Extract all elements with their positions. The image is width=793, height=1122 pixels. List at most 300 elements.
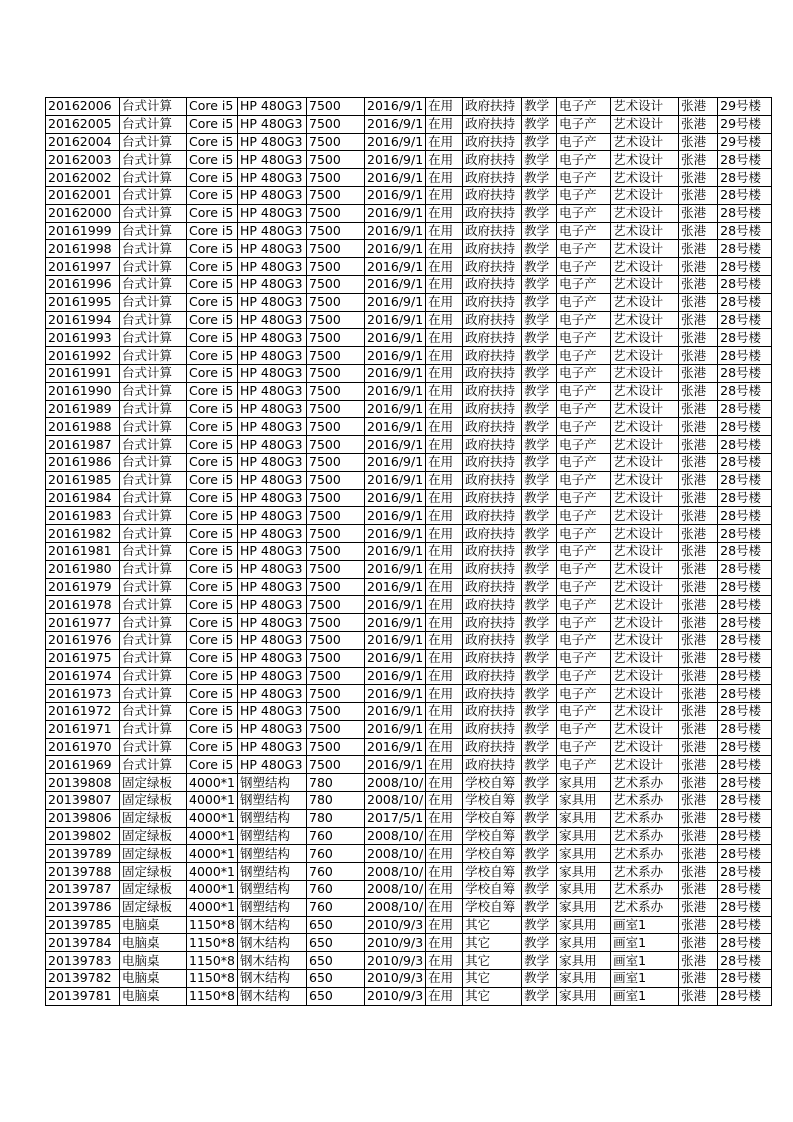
custodian-cell: 张港 <box>679 453 718 471</box>
table-row <box>46 525 772 543</box>
price-cell: 7500 <box>307 703 365 721</box>
asset-id-cell: 20139788 <box>46 863 120 881</box>
price-cell: 7500 <box>307 649 365 667</box>
usage-cell: 教学 <box>522 952 557 970</box>
price-cell: 7500 <box>307 720 365 738</box>
department-cell: 艺术设计 <box>611 560 679 578</box>
asset-name-cell: 台式计算 <box>120 418 187 436</box>
custodian-cell: 张港 <box>679 329 718 347</box>
category-cell: 电子产 <box>557 631 611 649</box>
table-row <box>46 792 772 810</box>
department-cell: 画室1 <box>611 970 679 988</box>
purchase-date-cell: 2016/9/1 <box>365 364 426 382</box>
asset-id-cell: 20162002 <box>46 169 120 187</box>
category-cell: 电子产 <box>557 418 611 436</box>
department-cell: 艺术设计 <box>611 418 679 436</box>
purchase-date-cell: 2008/10/ <box>365 827 426 845</box>
model-cell: HP 480G3 <box>238 453 307 471</box>
asset-name-cell: 台式计算 <box>120 115 187 133</box>
asset-name-cell: 台式计算 <box>120 364 187 382</box>
custodian-cell: 张港 <box>679 275 718 293</box>
location-cell: 28号楼 <box>718 329 772 347</box>
asset-name-cell: 固定绿板 <box>120 827 187 845</box>
category-cell: 电子产 <box>557 364 611 382</box>
category-cell: 电子产 <box>557 756 611 774</box>
category-cell: 家具用 <box>557 809 611 827</box>
location-cell: 28号楼 <box>718 952 772 970</box>
custodian-cell: 张港 <box>679 560 718 578</box>
spec-cell: 4000*1 <box>187 881 238 899</box>
asset-name-cell: 台式计算 <box>120 756 187 774</box>
model-cell: HP 480G3 <box>238 222 307 240</box>
funding-source-cell: 政府扶持 <box>463 507 522 525</box>
department-cell: 艺术设计 <box>611 133 679 151</box>
department-cell: 艺术设计 <box>611 649 679 667</box>
usage-cell: 教学 <box>522 222 557 240</box>
usage-cell: 教学 <box>522 987 557 1005</box>
usage-cell: 教学 <box>522 898 557 916</box>
asset-id-cell: 20139784 <box>46 934 120 952</box>
spec-cell: Core i5 <box>187 738 238 756</box>
location-cell: 28号楼 <box>718 204 772 222</box>
location-cell: 28号楼 <box>718 542 772 560</box>
purchase-date-cell: 2016/9/1 <box>365 596 426 614</box>
usage-cell: 教学 <box>522 916 557 934</box>
location-cell: 28号楼 <box>718 934 772 952</box>
price-cell: 7500 <box>307 222 365 240</box>
price-cell: 7500 <box>307 258 365 276</box>
spec-cell: Core i5 <box>187 471 238 489</box>
custodian-cell: 张港 <box>679 525 718 543</box>
custodian-cell: 张港 <box>679 311 718 329</box>
status-cell: 在用 <box>426 400 463 418</box>
custodian-cell: 张港 <box>679 720 718 738</box>
category-cell: 电子产 <box>557 222 611 240</box>
asset-name-cell: 台式计算 <box>120 275 187 293</box>
asset-id-cell: 20161971 <box>46 720 120 738</box>
location-cell: 28号楼 <box>718 240 772 258</box>
spec-cell: Core i5 <box>187 631 238 649</box>
category-cell: 家具用 <box>557 845 611 863</box>
usage-cell: 教学 <box>522 525 557 543</box>
category-cell: 电子产 <box>557 115 611 133</box>
price-cell: 780 <box>307 792 365 810</box>
custodian-cell: 张港 <box>679 667 718 685</box>
custodian-cell: 张港 <box>679 151 718 169</box>
price-cell: 7500 <box>307 596 365 614</box>
funding-source-cell: 学校自筹 <box>463 845 522 863</box>
table-row <box>46 436 772 454</box>
category-cell: 家具用 <box>557 987 611 1005</box>
spec-cell: 4000*1 <box>187 827 238 845</box>
spec-cell: Core i5 <box>187 614 238 632</box>
price-cell: 7500 <box>307 560 365 578</box>
table-row <box>46 382 772 400</box>
asset-id-cell: 20139786 <box>46 898 120 916</box>
custodian-cell: 张港 <box>679 827 718 845</box>
spec-cell: Core i5 <box>187 115 238 133</box>
department-cell: 艺术设计 <box>611 738 679 756</box>
status-cell: 在用 <box>426 863 463 881</box>
asset-name-cell: 台式计算 <box>120 151 187 169</box>
asset-name-cell: 台式计算 <box>120 240 187 258</box>
asset-id-cell: 20161977 <box>46 614 120 632</box>
usage-cell: 教学 <box>522 934 557 952</box>
price-cell: 7500 <box>307 204 365 222</box>
table-row <box>46 898 772 916</box>
model-cell: 钢塑结构 <box>238 827 307 845</box>
status-cell: 在用 <box>426 115 463 133</box>
asset-name-cell: 台式计算 <box>120 489 187 507</box>
status-cell: 在用 <box>426 898 463 916</box>
status-cell: 在用 <box>426 970 463 988</box>
status-cell: 在用 <box>426 952 463 970</box>
department-cell: 艺术设计 <box>611 578 679 596</box>
asset-name-cell: 固定绿板 <box>120 863 187 881</box>
category-cell: 电子产 <box>557 667 611 685</box>
spec-cell: 4000*1 <box>187 774 238 792</box>
category-cell: 电子产 <box>557 98 611 116</box>
status-cell: 在用 <box>426 774 463 792</box>
status-cell: 在用 <box>426 756 463 774</box>
location-cell: 28号楼 <box>718 703 772 721</box>
model-cell: HP 480G3 <box>238 507 307 525</box>
funding-source-cell: 其它 <box>463 916 522 934</box>
table-row <box>46 952 772 970</box>
category-cell: 电子产 <box>557 240 611 258</box>
model-cell: HP 480G3 <box>238 542 307 560</box>
usage-cell: 教学 <box>522 667 557 685</box>
status-cell: 在用 <box>426 987 463 1005</box>
asset-id-cell: 20161979 <box>46 578 120 596</box>
category-cell: 电子产 <box>557 204 611 222</box>
table-row <box>46 614 772 632</box>
funding-source-cell: 政府扶持 <box>463 453 522 471</box>
funding-source-cell: 政府扶持 <box>463 133 522 151</box>
status-cell: 在用 <box>426 98 463 116</box>
status-cell: 在用 <box>426 133 463 151</box>
department-cell: 画室1 <box>611 934 679 952</box>
category-cell: 电子产 <box>557 436 611 454</box>
asset-name-cell: 台式计算 <box>120 169 187 187</box>
spec-cell: Core i5 <box>187 400 238 418</box>
purchase-date-cell: 2016/9/1 <box>365 115 426 133</box>
department-cell: 艺术设计 <box>611 240 679 258</box>
department-cell: 艺术设计 <box>611 703 679 721</box>
department-cell: 艺术设计 <box>611 204 679 222</box>
purchase-date-cell: 2016/9/1 <box>365 151 426 169</box>
custodian-cell: 张港 <box>679 578 718 596</box>
purchase-date-cell: 2016/9/1 <box>365 258 426 276</box>
custodian-cell: 张港 <box>679 169 718 187</box>
purchase-date-cell: 2016/9/1 <box>365 507 426 525</box>
asset-id-cell: 20161975 <box>46 649 120 667</box>
spec-cell: Core i5 <box>187 685 238 703</box>
asset-id-cell: 20161993 <box>46 329 120 347</box>
model-cell: HP 480G3 <box>238 98 307 116</box>
spec-cell: Core i5 <box>187 418 238 436</box>
status-cell: 在用 <box>426 738 463 756</box>
status-cell: 在用 <box>426 222 463 240</box>
table-row <box>46 916 772 934</box>
usage-cell: 教学 <box>522 258 557 276</box>
custodian-cell: 张港 <box>679 685 718 703</box>
model-cell: HP 480G3 <box>238 293 307 311</box>
purchase-date-cell: 2016/9/1 <box>365 133 426 151</box>
category-cell: 电子产 <box>557 596 611 614</box>
department-cell: 艺术设计 <box>611 151 679 169</box>
table-row <box>46 311 772 329</box>
model-cell: 钢木结构 <box>238 987 307 1005</box>
usage-cell: 教学 <box>522 578 557 596</box>
model-cell: HP 480G3 <box>238 738 307 756</box>
model-cell: 钢塑结构 <box>238 881 307 899</box>
spec-cell: Core i5 <box>187 453 238 471</box>
asset-id-cell: 20162000 <box>46 204 120 222</box>
usage-cell: 教学 <box>522 827 557 845</box>
price-cell: 7500 <box>307 329 365 347</box>
asset-name-cell: 台式计算 <box>120 222 187 240</box>
department-cell: 艺术设计 <box>611 507 679 525</box>
asset-name-cell: 台式计算 <box>120 738 187 756</box>
location-cell: 28号楼 <box>718 453 772 471</box>
category-cell: 电子产 <box>557 614 611 632</box>
location-cell: 28号楼 <box>718 916 772 934</box>
spec-cell: Core i5 <box>187 204 238 222</box>
category-cell: 家具用 <box>557 934 611 952</box>
department-cell: 艺术设计 <box>611 169 679 187</box>
funding-source-cell: 政府扶持 <box>463 436 522 454</box>
category-cell: 电子产 <box>557 738 611 756</box>
purchase-date-cell: 2016/9/1 <box>365 240 426 258</box>
custodian-cell: 张港 <box>679 970 718 988</box>
asset-name-cell: 台式计算 <box>120 204 187 222</box>
usage-cell: 教学 <box>522 293 557 311</box>
price-cell: 7500 <box>307 738 365 756</box>
price-cell: 780 <box>307 809 365 827</box>
model-cell: 钢塑结构 <box>238 863 307 881</box>
location-cell: 29号楼 <box>718 115 772 133</box>
category-cell: 电子产 <box>557 489 611 507</box>
price-cell: 760 <box>307 881 365 899</box>
custodian-cell: 张港 <box>679 898 718 916</box>
table-row <box>46 186 772 204</box>
department-cell: 艺术设计 <box>611 347 679 365</box>
price-cell: 7500 <box>307 453 365 471</box>
table-row <box>46 329 772 347</box>
table-row <box>46 863 772 881</box>
funding-source-cell: 政府扶持 <box>463 275 522 293</box>
model-cell: 钢塑结构 <box>238 792 307 810</box>
category-cell: 电子产 <box>557 453 611 471</box>
location-cell: 28号楼 <box>718 792 772 810</box>
spec-cell: Core i5 <box>187 596 238 614</box>
status-cell: 在用 <box>426 792 463 810</box>
department-cell: 艺术设计 <box>611 756 679 774</box>
location-cell: 28号楼 <box>718 614 772 632</box>
location-cell: 28号楼 <box>718 311 772 329</box>
location-cell: 28号楼 <box>718 222 772 240</box>
custodian-cell: 张港 <box>679 98 718 116</box>
status-cell: 在用 <box>426 578 463 596</box>
price-cell: 7500 <box>307 542 365 560</box>
spec-cell: Core i5 <box>187 364 238 382</box>
location-cell: 28号楼 <box>718 507 772 525</box>
purchase-date-cell: 2017/5/1 <box>365 809 426 827</box>
usage-cell: 教学 <box>522 614 557 632</box>
asset-id-cell: 20161999 <box>46 222 120 240</box>
location-cell: 28号楼 <box>718 418 772 436</box>
usage-cell: 教学 <box>522 151 557 169</box>
funding-source-cell: 政府扶持 <box>463 667 522 685</box>
spec-cell: Core i5 <box>187 382 238 400</box>
asset-id-cell: 20139808 <box>46 774 120 792</box>
spec-cell: Core i5 <box>187 489 238 507</box>
asset-id-cell: 20161992 <box>46 347 120 365</box>
model-cell: HP 480G3 <box>238 525 307 543</box>
location-cell: 28号楼 <box>718 293 772 311</box>
usage-cell: 教学 <box>522 685 557 703</box>
purchase-date-cell: 2016/9/1 <box>365 275 426 293</box>
department-cell: 艺术设计 <box>611 720 679 738</box>
usage-cell: 教学 <box>522 792 557 810</box>
department-cell: 画室1 <box>611 987 679 1005</box>
usage-cell: 教学 <box>522 649 557 667</box>
funding-source-cell: 政府扶持 <box>463 311 522 329</box>
table-row <box>46 293 772 311</box>
asset-id-cell: 20161998 <box>46 240 120 258</box>
asset-name-cell: 台式计算 <box>120 667 187 685</box>
spec-cell: Core i5 <box>187 329 238 347</box>
price-cell: 650 <box>307 952 365 970</box>
status-cell: 在用 <box>426 507 463 525</box>
status-cell: 在用 <box>426 614 463 632</box>
table-row <box>46 756 772 774</box>
department-cell: 艺术系办 <box>611 774 679 792</box>
model-cell: HP 480G3 <box>238 382 307 400</box>
asset-id-cell: 20161976 <box>46 631 120 649</box>
department-cell: 艺术设计 <box>611 525 679 543</box>
table-row <box>46 827 772 845</box>
purchase-date-cell: 2016/9/1 <box>365 542 426 560</box>
price-cell: 7500 <box>307 525 365 543</box>
status-cell: 在用 <box>426 934 463 952</box>
purchase-date-cell: 2010/9/3 <box>365 970 426 988</box>
department-cell: 艺术系办 <box>611 898 679 916</box>
usage-cell: 教学 <box>522 418 557 436</box>
asset-id-cell: 20161994 <box>46 311 120 329</box>
asset-name-cell: 台式计算 <box>120 525 187 543</box>
purchase-date-cell: 2016/9/1 <box>365 667 426 685</box>
spec-cell: Core i5 <box>187 667 238 685</box>
asset-name-cell: 台式计算 <box>120 382 187 400</box>
usage-cell: 教学 <box>522 240 557 258</box>
department-cell: 艺术设计 <box>611 489 679 507</box>
location-cell: 28号楼 <box>718 560 772 578</box>
category-cell: 家具用 <box>557 970 611 988</box>
funding-source-cell: 政府扶持 <box>463 525 522 543</box>
category-cell: 家具用 <box>557 952 611 970</box>
model-cell: HP 480G3 <box>238 311 307 329</box>
department-cell: 艺术设计 <box>611 258 679 276</box>
location-cell: 28号楼 <box>718 881 772 899</box>
model-cell: HP 480G3 <box>238 329 307 347</box>
usage-cell: 教学 <box>522 471 557 489</box>
table-row <box>46 578 772 596</box>
purchase-date-cell: 2016/9/1 <box>365 347 426 365</box>
status-cell: 在用 <box>426 489 463 507</box>
table-row <box>46 970 772 988</box>
table-row <box>46 489 772 507</box>
department-cell: 艺术系办 <box>611 881 679 899</box>
purchase-date-cell: 2016/9/1 <box>365 436 426 454</box>
asset-id-cell: 20162003 <box>46 151 120 169</box>
spec-cell: Core i5 <box>187 525 238 543</box>
usage-cell: 教学 <box>522 738 557 756</box>
status-cell: 在用 <box>426 471 463 489</box>
location-cell: 28号楼 <box>718 151 772 169</box>
price-cell: 650 <box>307 916 365 934</box>
purchase-date-cell: 2016/9/1 <box>365 720 426 738</box>
department-cell: 艺术系办 <box>611 863 679 881</box>
asset-table-body <box>46 98 772 1006</box>
model-cell: HP 480G3 <box>238 436 307 454</box>
model-cell: HP 480G3 <box>238 133 307 151</box>
spec-cell: Core i5 <box>187 151 238 169</box>
department-cell: 艺术设计 <box>611 596 679 614</box>
custodian-cell: 张港 <box>679 756 718 774</box>
status-cell: 在用 <box>426 347 463 365</box>
model-cell: HP 480G3 <box>238 756 307 774</box>
asset-id-cell: 20161969 <box>46 756 120 774</box>
table-row <box>46 98 772 116</box>
purchase-date-cell: 2016/9/1 <box>365 186 426 204</box>
custodian-cell: 张港 <box>679 703 718 721</box>
custodian-cell: 张港 <box>679 418 718 436</box>
usage-cell: 教学 <box>522 774 557 792</box>
custodian-cell: 张港 <box>679 809 718 827</box>
usage-cell: 教学 <box>522 881 557 899</box>
funding-source-cell: 政府扶持 <box>463 98 522 116</box>
asset-name-cell: 电脑桌 <box>120 934 187 952</box>
price-cell: 7500 <box>307 115 365 133</box>
usage-cell: 教学 <box>522 560 557 578</box>
category-cell: 电子产 <box>557 186 611 204</box>
department-cell: 艺术设计 <box>611 329 679 347</box>
usage-cell: 教学 <box>522 489 557 507</box>
price-cell: 760 <box>307 898 365 916</box>
custodian-cell: 张港 <box>679 382 718 400</box>
usage-cell: 教学 <box>522 347 557 365</box>
department-cell: 艺术设计 <box>611 685 679 703</box>
funding-source-cell: 政府扶持 <box>463 685 522 703</box>
custodian-cell: 张港 <box>679 934 718 952</box>
usage-cell: 教学 <box>522 311 557 329</box>
model-cell: HP 480G3 <box>238 151 307 169</box>
table-row <box>46 542 772 560</box>
table-row <box>46 133 772 151</box>
funding-source-cell: 学校自筹 <box>463 774 522 792</box>
funding-source-cell: 政府扶持 <box>463 240 522 258</box>
location-cell: 29号楼 <box>718 133 772 151</box>
spec-cell: Core i5 <box>187 560 238 578</box>
asset-name-cell: 台式计算 <box>120 400 187 418</box>
department-cell: 艺术系办 <box>611 792 679 810</box>
model-cell: 钢木结构 <box>238 952 307 970</box>
category-cell: 家具用 <box>557 916 611 934</box>
price-cell: 7500 <box>307 169 365 187</box>
asset-id-cell: 20161989 <box>46 400 120 418</box>
